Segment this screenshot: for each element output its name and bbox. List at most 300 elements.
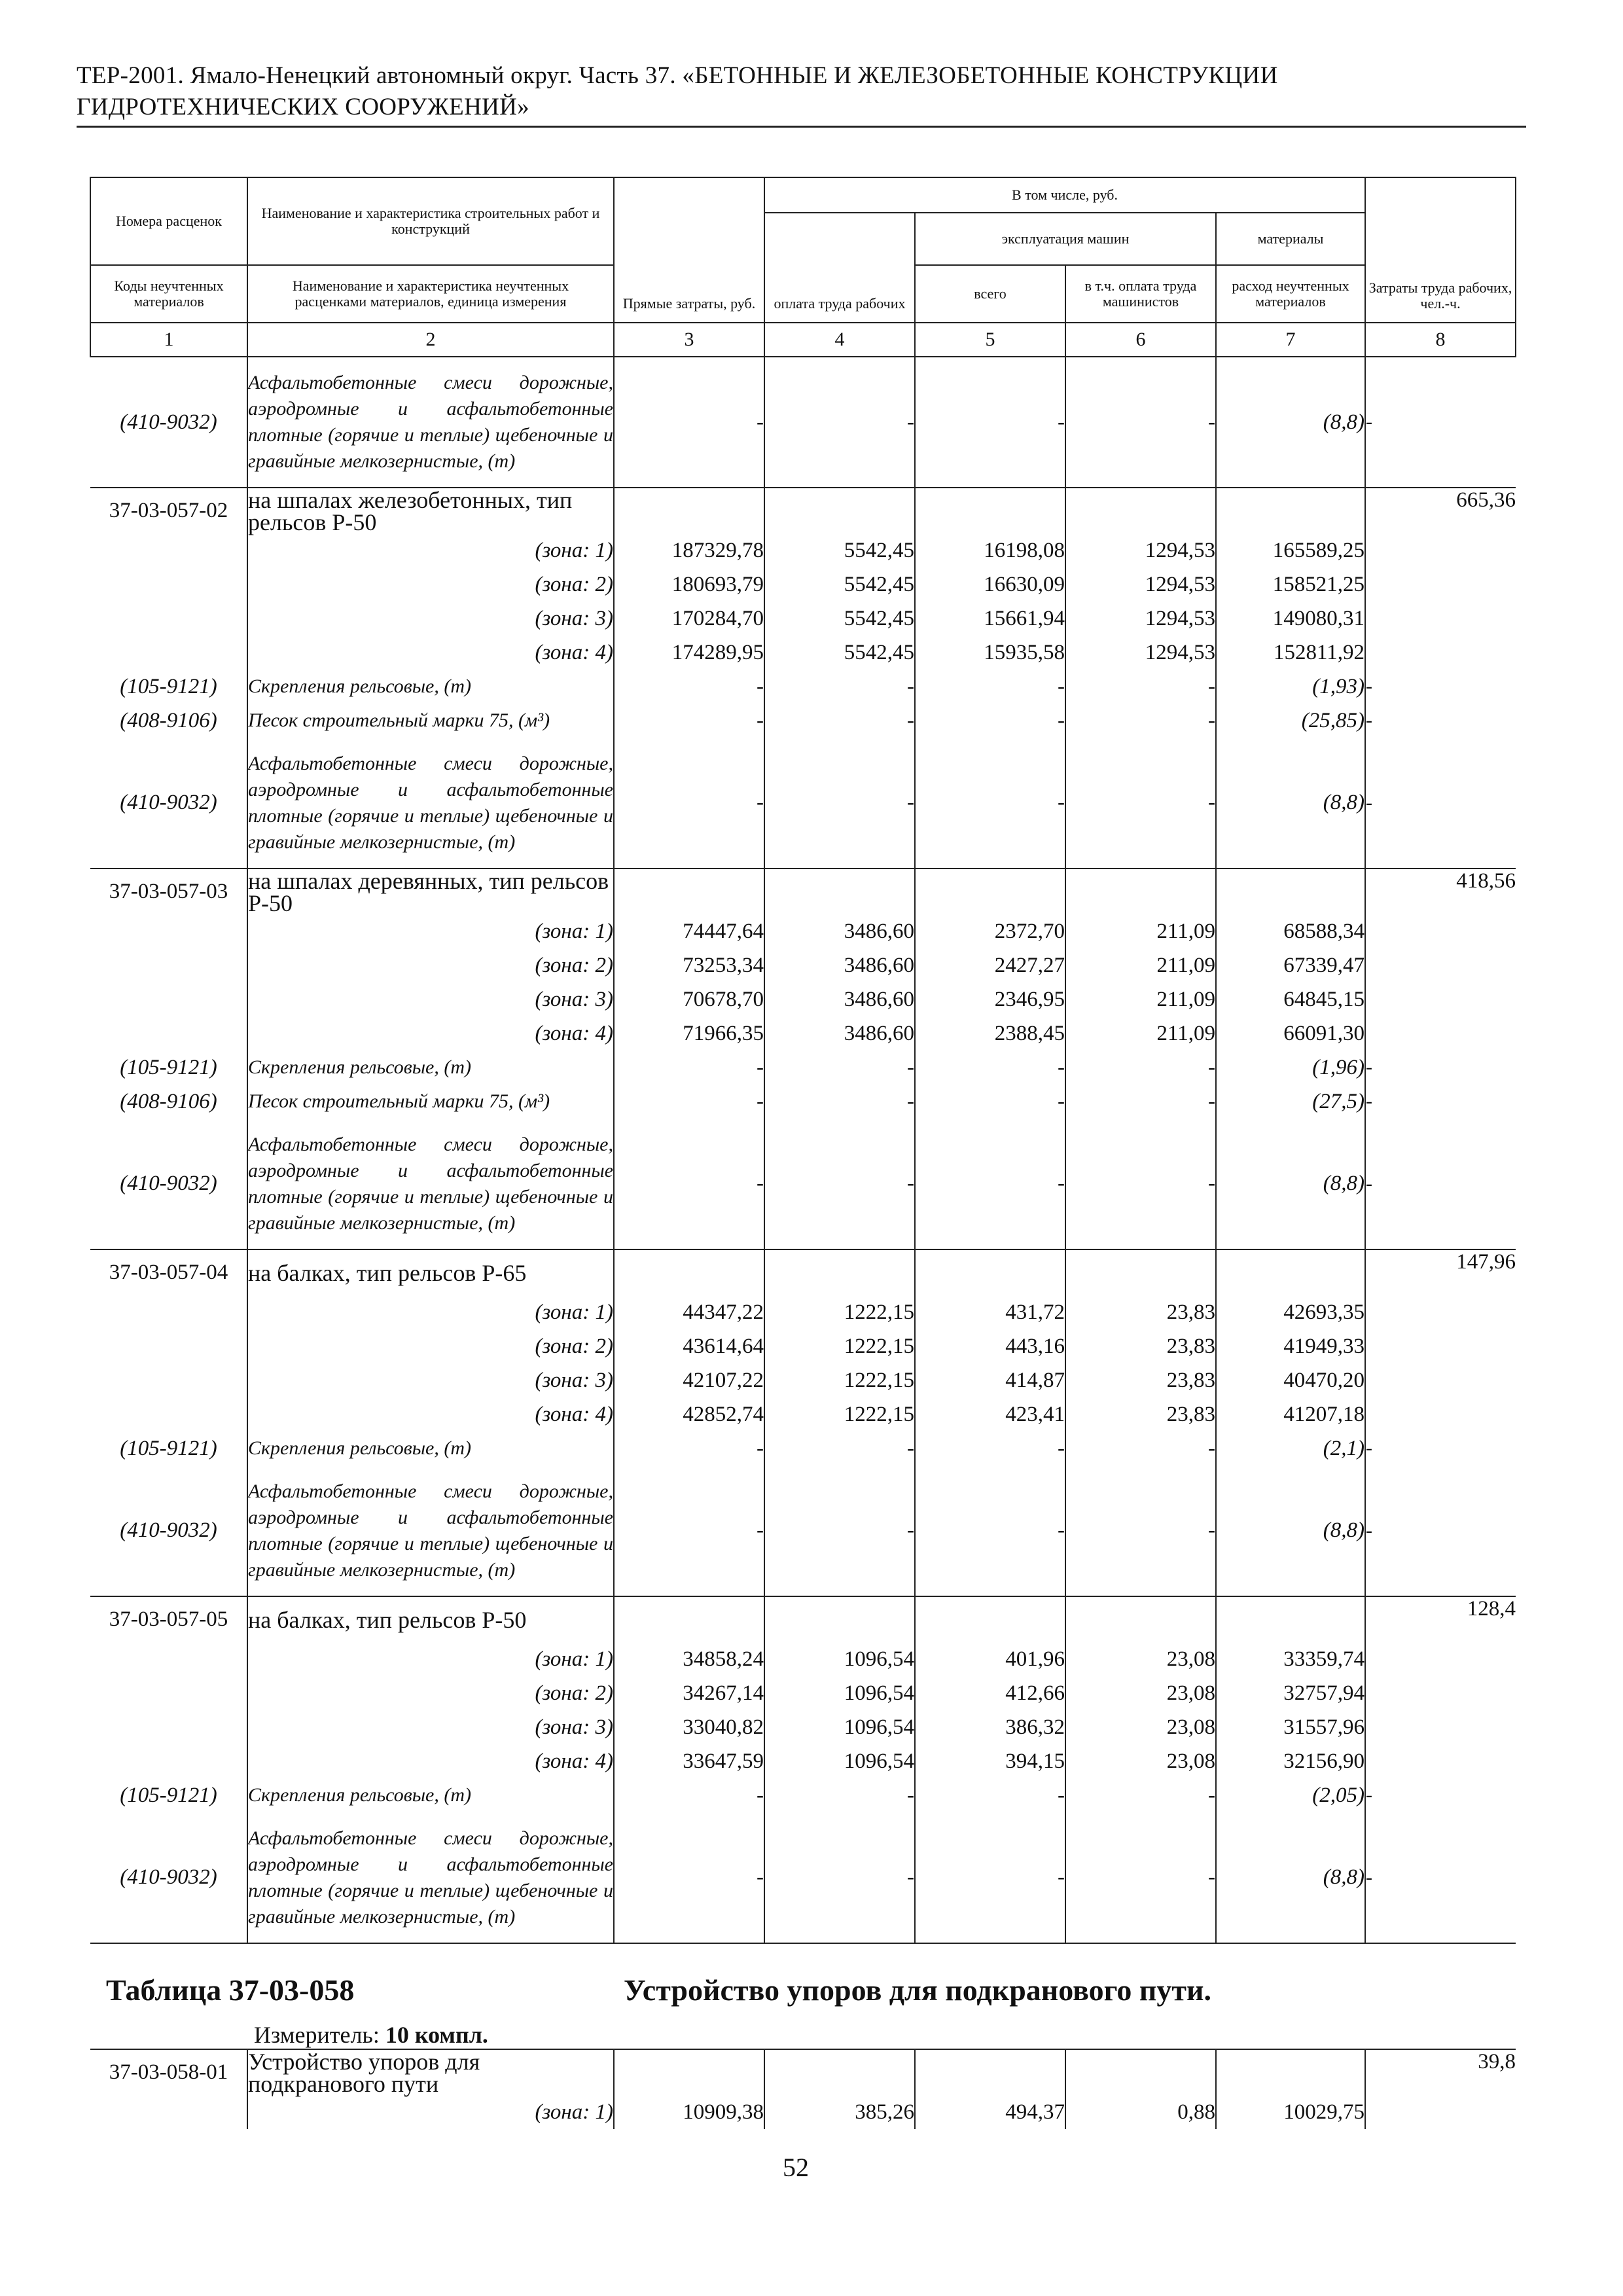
empty-cell — [90, 601, 247, 636]
zone-label: (зона: 2) — [247, 1329, 614, 1363]
dash-cell: - — [915, 670, 1065, 704]
materials-cost: 67339,47 — [1216, 948, 1365, 982]
empty-cell — [90, 1329, 247, 1363]
machinist-pay: 211,09 — [1065, 982, 1216, 1016]
labor-costs: 128,4 — [1365, 1596, 1516, 1642]
rate-code: 37-03-057-03 — [90, 869, 247, 914]
worker-pay: 1222,15 — [764, 1295, 915, 1329]
dash-cell: - — [1365, 1119, 1516, 1249]
dash-cell: - — [1065, 1431, 1216, 1465]
material-consumption: (2,1) — [1216, 1431, 1365, 1465]
material-name: Асфальтобетонные смеси дорожные, аэродромные и асфальтобетонные плотные (горячие и теплые) щебеночные и гравийные мелкозернистые, (т) — [247, 1812, 614, 1943]
direct-costs: 174289,95 — [614, 636, 764, 670]
worker-pay: 5542,45 — [764, 636, 915, 670]
materials-cost: 40470,20 — [1216, 1363, 1365, 1397]
dash-cell: - — [1365, 670, 1516, 704]
zone-label: (зона: 1) — [247, 914, 614, 948]
zone-row — [90, 2095, 1516, 2129]
materials-cost: 33359,74 — [1216, 1642, 1365, 1676]
empty-cell — [915, 1596, 1065, 1642]
empty-cell — [90, 567, 247, 601]
zone-row — [90, 601, 1516, 636]
col-labor-costs: Затраты труда рабочих, чел.-ч. — [1365, 177, 1516, 323]
col-rate-numbers: Номера расценок — [90, 177, 247, 265]
empty-cell — [1365, 533, 1516, 567]
zone-label: (зона: 1) — [247, 2095, 614, 2129]
machine-total: 15661,94 — [915, 601, 1065, 636]
empty-cell — [614, 1249, 764, 1295]
material-row — [90, 1465, 1516, 1596]
zone-row — [90, 567, 1516, 601]
empty-cell — [1365, 567, 1516, 601]
empty-cell — [614, 869, 764, 914]
dash-cell: - — [614, 670, 764, 704]
empty-cell — [1365, 1363, 1516, 1397]
material-name: Асфальтобетонные смеси дорожные, аэродромные и асфальтобетонные плотные (горячие и теплые) щебеночные и гравийные мелкозернистые, (т) — [247, 357, 614, 488]
rate-title: на шпалах деревянных, тип рельсов Р-50 — [247, 869, 614, 914]
direct-costs: 33040,82 — [614, 1710, 764, 1744]
dash-cell: - — [1365, 1085, 1516, 1119]
machinist-pay: 1294,53 — [1065, 533, 1216, 567]
dash-cell: - — [915, 1085, 1065, 1119]
dash-cell: - — [764, 1465, 915, 1596]
header-line-1: ТЕР-2001. Ямало-Ненецкий автономный округ. Часть 37. «БЕТОННЫЕ И ЖЕЛЕЗОБЕТОННЫЕ КОНСТРУКЦИИ — [77, 62, 1278, 89]
dash-cell: - — [1065, 1778, 1216, 1812]
direct-costs: 73253,34 — [614, 948, 764, 982]
dash-cell: - — [1065, 704, 1216, 738]
material-name: Песок строительный марки 75, (м³) — [247, 704, 614, 738]
empty-cell — [90, 982, 247, 1016]
machine-total: 2372,70 — [915, 914, 1065, 948]
header-rule — [77, 126, 1526, 128]
machinist-pay: 23,08 — [1065, 1744, 1216, 1778]
empty-cell — [764, 1249, 915, 1295]
empty-cell — [1216, 488, 1365, 533]
empty-cell — [1365, 636, 1516, 670]
empty-cell — [1365, 948, 1516, 982]
machine-total: 394,15 — [915, 1744, 1065, 1778]
col-num: 1 — [90, 323, 247, 357]
header-row-1 — [90, 177, 1516, 213]
empty-cell — [90, 1710, 247, 1744]
col-num: 6 — [1065, 323, 1216, 357]
empty-cell — [1216, 869, 1365, 914]
dash-cell: - — [1365, 357, 1516, 488]
col-materials: материалы — [1216, 213, 1365, 265]
materials-cost: 41949,33 — [1216, 1329, 1365, 1363]
worker-pay: 5542,45 — [764, 533, 915, 567]
col-codes-unaccounted: Коды неучтенных материалов — [90, 265, 247, 323]
empty-cell — [764, 869, 915, 914]
worker-pay: 1096,54 — [764, 1676, 915, 1710]
empty-cell — [90, 1397, 247, 1431]
empty-cell — [1365, 1642, 1516, 1676]
worker-pay: 5542,45 — [764, 567, 915, 601]
direct-costs: 34267,14 — [614, 1676, 764, 1710]
direct-costs: 43614,64 — [614, 1329, 764, 1363]
zone-label: (зона: 2) — [247, 567, 614, 601]
zone-row — [90, 636, 1516, 670]
empty-cell — [614, 1596, 764, 1642]
material-row — [90, 704, 1516, 738]
empty-cell — [90, 1676, 247, 1710]
material-code: (410-9032) — [90, 357, 247, 488]
page-number: 52 — [783, 2153, 809, 2182]
dash-cell: - — [1365, 1431, 1516, 1465]
material-consumption: (27,5) — [1216, 1085, 1365, 1119]
dash-cell: - — [614, 1812, 764, 1943]
empty-cell — [90, 533, 247, 567]
materials-cost: 64845,15 — [1216, 982, 1365, 1016]
material-name: Асфальтобетонные смеси дорожные, аэродромные и асфальтобетонные плотные (горячие и теплые) щебеночные и гравийные мелкозернистые, (т) — [247, 1465, 614, 1596]
dash-cell: - — [764, 1119, 915, 1249]
rate-title: на балках, тип рельсов Р-65 — [247, 1249, 614, 1295]
labor-costs: 665,36 — [1365, 488, 1516, 533]
empty-cell — [1065, 488, 1216, 533]
zone-label: (зона: 3) — [247, 1710, 614, 1744]
dash-cell: - — [614, 738, 764, 869]
dash-cell: - — [614, 1119, 764, 1249]
empty-cell — [915, 2049, 1065, 2095]
machinist-pay: 23,08 — [1065, 1642, 1216, 1676]
material-code: (105-9121) — [120, 1783, 217, 1807]
col-num: 8 — [1365, 323, 1516, 357]
material-code: (408-9106) — [120, 708, 217, 732]
dash-cell: - — [614, 704, 764, 738]
empty-cell — [1216, 1596, 1365, 1642]
empty-cell — [90, 636, 247, 670]
empty-cell — [90, 948, 247, 982]
machine-total: 16630,09 — [915, 567, 1065, 601]
materials-cost: 31557,96 — [1216, 1710, 1365, 1744]
zone-row — [90, 1676, 1516, 1710]
empty-cell — [614, 488, 764, 533]
materials-cost: 68588,34 — [1216, 914, 1365, 948]
empty-cell — [1216, 1249, 1365, 1295]
col-worker-pay: оплата труда рабочих — [764, 213, 915, 323]
labor-costs: 147,96 — [1365, 1249, 1516, 1295]
labor-costs: 39,8 — [1365, 2049, 1516, 2095]
column-numbers-row — [90, 323, 1516, 357]
rate-title-row — [90, 869, 1516, 914]
rate-title-row — [90, 1249, 1516, 1295]
material-name: Скрепления рельсовые, (т) — [247, 1431, 614, 1465]
material-row — [90, 670, 1516, 704]
empty-cell — [90, 2095, 247, 2129]
dash-cell: - — [915, 357, 1065, 488]
dash-cell: - — [764, 1778, 915, 1812]
zone-row — [90, 1016, 1516, 1050]
material-code: (410-9032) — [120, 1172, 217, 1195]
worker-pay: 3486,60 — [764, 914, 915, 948]
zone-label: (зона: 1) — [247, 1642, 614, 1676]
material-consumption: (8,8) — [1216, 1812, 1365, 1943]
direct-costs: 10909,38 — [614, 2095, 764, 2129]
dash-cell: - — [915, 1050, 1065, 1085]
zone-label: (зона: 4) — [247, 1744, 614, 1778]
materials-cost: 32757,94 — [1216, 1676, 1365, 1710]
dash-cell: - — [614, 1465, 764, 1596]
zone-row — [90, 914, 1516, 948]
dash-cell: - — [1365, 738, 1516, 869]
material-name: Скрепления рельсовые, (т) — [247, 1778, 614, 1812]
col-total: всего — [915, 265, 1065, 323]
rate-title: Устройство упоров для подкранового пути — [247, 2049, 614, 2095]
empty-cell — [1365, 982, 1516, 1016]
dash-cell: - — [1065, 738, 1216, 869]
dash-cell: - — [1065, 1812, 1216, 1943]
zone-row — [90, 1295, 1516, 1329]
rate-code: 37-03-057-05 — [90, 1596, 247, 1642]
material-consumption: (8,8) — [1216, 738, 1365, 869]
worker-pay: 1222,15 — [764, 1363, 915, 1397]
empty-cell — [90, 914, 247, 948]
material-code: (410-9032) — [120, 1865, 217, 1889]
col-in-that-number: В том числе, руб. — [764, 177, 1365, 213]
table-unit — [254, 2021, 488, 2049]
col-incl-machinist-pay: в т.ч. оплата труда машинистов — [1065, 265, 1216, 323]
rate-title: на шпалах железобетонных, тип рельсов Р-50 — [247, 488, 614, 533]
direct-costs: 187329,78 — [614, 533, 764, 567]
empty-cell — [1365, 2095, 1516, 2129]
direct-costs: 33647,59 — [614, 1744, 764, 1778]
zone-row — [90, 948, 1516, 982]
direct-costs: 34858,24 — [614, 1642, 764, 1676]
dash-cell: - — [1065, 1085, 1216, 1119]
material-row — [90, 1778, 1516, 1812]
machine-total: 386,32 — [915, 1710, 1065, 1744]
materials-cost: 158521,25 — [1216, 567, 1365, 601]
materials-cost: 165589,25 — [1216, 533, 1365, 567]
zone-row — [90, 1642, 1516, 1676]
empty-cell — [1365, 1329, 1516, 1363]
col-name-unaccounted: Наименование и характеристика неучтенных расценками материалов, единица измерения — [247, 265, 614, 323]
material-name: Скрепления рельсовые, (т) — [247, 670, 614, 704]
machine-total: 414,87 — [915, 1363, 1065, 1397]
machinist-pay: 0,88 — [1065, 2095, 1216, 2129]
zone-label: (зона: 1) — [247, 1295, 614, 1329]
rate-title-row — [90, 488, 1516, 533]
machine-total: 16198,08 — [915, 533, 1065, 567]
worker-pay: 1096,54 — [764, 1744, 915, 1778]
dash-cell: - — [1365, 704, 1516, 738]
col-direct-costs: Прямые затраты, руб. — [614, 177, 764, 323]
machine-total: 412,66 — [915, 1676, 1065, 1710]
dash-cell: - — [915, 1465, 1065, 1596]
material-row — [90, 1812, 1516, 1943]
machine-total: 401,96 — [915, 1642, 1065, 1676]
direct-costs: 71966,35 — [614, 1016, 764, 1050]
material-code: (410-9032) — [120, 791, 217, 814]
material-row — [90, 738, 1516, 869]
rate-code: 37-03-058-01 — [90, 2049, 247, 2095]
dash-cell: - — [915, 1431, 1065, 1465]
dash-cell: - — [915, 738, 1065, 869]
empty-cell — [90, 1642, 247, 1676]
material-row — [90, 1050, 1516, 1085]
material-name: Песок строительный марки 75, (м³) — [247, 1085, 614, 1119]
worker-pay: 1222,15 — [764, 1397, 915, 1431]
dash-cell: - — [1065, 357, 1216, 488]
empty-cell — [1365, 601, 1516, 636]
col-machine-operation: эксплуатация машин — [915, 213, 1216, 265]
empty-cell — [764, 488, 915, 533]
dash-cell: - — [1065, 670, 1216, 704]
col-num: 7 — [1216, 323, 1365, 357]
page-header — [77, 60, 1523, 123]
dash-cell: - — [764, 738, 915, 869]
material-name: Асфальтобетонные смеси дорожные, аэродромные и асфальтобетонные плотные (горячие и теплые) щебеночные и гравийные мелкозернистые, (т) — [247, 738, 614, 869]
empty-cell — [915, 869, 1065, 914]
machinist-pay: 211,09 — [1065, 914, 1216, 948]
rates-table — [90, 177, 1516, 2129]
dash-cell: - — [1365, 1465, 1516, 1596]
dash-cell: - — [764, 1431, 915, 1465]
material-consumption: (1,96) — [1216, 1050, 1365, 1085]
col-num: 3 — [614, 323, 764, 357]
rate-title-row — [90, 2049, 1516, 2095]
empty-cell — [915, 488, 1065, 533]
material-consumption: (25,85) — [1216, 704, 1365, 738]
worker-pay: 1096,54 — [764, 1710, 915, 1744]
zone-row — [90, 1363, 1516, 1397]
machinist-pay: 211,09 — [1065, 1016, 1216, 1050]
empty-cell — [1065, 869, 1216, 914]
dash-cell: - — [764, 1812, 915, 1943]
worker-pay: 385,26 — [764, 2095, 915, 2129]
machinist-pay: 1294,53 — [1065, 601, 1216, 636]
machine-total: 15935,58 — [915, 636, 1065, 670]
materials-cost: 66091,30 — [1216, 1016, 1365, 1050]
empty-cell — [1365, 1397, 1516, 1431]
empty-cell — [1365, 1744, 1516, 1778]
machinist-pay: 1294,53 — [1065, 567, 1216, 601]
material-consumption: (8,8) — [1216, 1119, 1365, 1249]
material-consumption: (8,8) — [1216, 1465, 1365, 1596]
machinist-pay: 23,83 — [1065, 1397, 1216, 1431]
dash-cell: - — [614, 1085, 764, 1119]
direct-costs: 70678,70 — [614, 982, 764, 1016]
worker-pay: 5542,45 — [764, 601, 915, 636]
table-heading — [90, 1943, 1516, 2049]
rate-code: 37-03-057-02 — [90, 488, 247, 533]
empty-cell — [1216, 2049, 1365, 2095]
zone-label: (зона: 3) — [247, 982, 614, 1016]
dash-cell: - — [1365, 1050, 1516, 1085]
material-name: Скрепления рельсовые, (т) — [247, 1050, 614, 1085]
dash-cell: - — [1065, 1119, 1216, 1249]
materials-cost: 152811,92 — [1216, 636, 1365, 670]
dash-cell: - — [1365, 1812, 1516, 1943]
empty-cell — [1065, 1249, 1216, 1295]
rate-code: 37-03-057-04 — [90, 1249, 247, 1295]
rate-title-row — [90, 1596, 1516, 1642]
dash-cell: - — [764, 704, 915, 738]
direct-costs: 180693,79 — [614, 567, 764, 601]
zone-row — [90, 1329, 1516, 1363]
empty-cell — [915, 1249, 1065, 1295]
worker-pay: 3486,60 — [764, 1016, 915, 1050]
materials-cost: 149080,31 — [1216, 601, 1365, 636]
table-heading-row — [90, 1943, 1516, 2049]
empty-cell — [90, 1363, 247, 1397]
material-row — [90, 1119, 1516, 1249]
material-row — [90, 1085, 1516, 1119]
dash-cell: - — [614, 1778, 764, 1812]
material-code: (105-9121) — [120, 674, 217, 698]
empty-cell — [614, 2049, 764, 2095]
machinist-pay: 23,08 — [1065, 1710, 1216, 1744]
zone-label: (зона: 4) — [247, 1016, 614, 1050]
empty-cell — [1365, 1016, 1516, 1050]
zone-row — [90, 1744, 1516, 1778]
materials-cost: 10029,75 — [1216, 2095, 1365, 2129]
worker-pay: 1096,54 — [764, 1642, 915, 1676]
machine-total: 2346,95 — [915, 982, 1065, 1016]
dash-cell: - — [1065, 1050, 1216, 1085]
empty-cell — [1365, 1676, 1516, 1710]
dash-cell: - — [614, 1431, 764, 1465]
dash-cell: - — [614, 357, 764, 488]
direct-costs: 74447,64 — [614, 914, 764, 948]
dash-cell: - — [915, 1778, 1065, 1812]
dash-cell: - — [764, 1050, 915, 1085]
direct-costs: 42107,22 — [614, 1363, 764, 1397]
dash-cell: - — [764, 357, 915, 488]
zone-row — [90, 1710, 1516, 1744]
materials-cost: 41207,18 — [1216, 1397, 1365, 1431]
dash-cell: - — [915, 1812, 1065, 1943]
material-consumption: (2,05) — [1216, 1778, 1365, 1812]
unit-value: 10 компл. — [385, 2022, 488, 2048]
dash-cell: - — [1365, 1778, 1516, 1812]
labor-costs: 418,56 — [1365, 869, 1516, 914]
col-unaccounted-consumption: расход неучтенных материалов — [1216, 265, 1365, 323]
material-code: (105-9121) — [120, 1055, 217, 1079]
machinist-pay: 23,83 — [1065, 1329, 1216, 1363]
col-work-name: Наименование и характеристика строительных работ и конструкций — [247, 177, 614, 265]
machine-total: 423,41 — [915, 1397, 1065, 1431]
unit-label: Измеритель: — [254, 2022, 380, 2048]
col-num: 4 — [764, 323, 915, 357]
worker-pay: 1222,15 — [764, 1329, 915, 1363]
zone-label: (зона: 1) — [247, 533, 614, 567]
dash-cell: - — [1065, 1465, 1216, 1596]
zone-row — [90, 1397, 1516, 1431]
material-name: Асфальтобетонные смеси дорожные, аэродромные и асфальтобетонные плотные (горячие и теплые) щебеночные и гравийные мелкозернистые, (т) — [247, 1119, 614, 1249]
col-num: 5 — [915, 323, 1065, 357]
dash-cell: - — [915, 1119, 1065, 1249]
empty-cell — [764, 1596, 915, 1642]
empty-cell — [764, 2049, 915, 2095]
machinist-pay: 23,83 — [1065, 1363, 1216, 1397]
machine-total: 431,72 — [915, 1295, 1065, 1329]
machine-total: 2427,27 — [915, 948, 1065, 982]
zone-label: (зона: 2) — [247, 948, 614, 982]
col-num: 2 — [247, 323, 614, 357]
direct-costs: 42852,74 — [614, 1397, 764, 1431]
zone-label: (зона: 2) — [247, 1676, 614, 1710]
empty-cell — [90, 1016, 247, 1050]
machinist-pay: 1294,53 — [1065, 636, 1216, 670]
machinist-pay: 23,83 — [1065, 1295, 1216, 1329]
material-code: (408-9106) — [120, 1089, 217, 1113]
material-code: (105-9121) — [120, 1436, 217, 1460]
material-row — [90, 1431, 1516, 1465]
worker-pay: 3486,60 — [764, 948, 915, 982]
materials-cost: 42693,35 — [1216, 1295, 1365, 1329]
machine-total: 2388,45 — [915, 1016, 1065, 1050]
